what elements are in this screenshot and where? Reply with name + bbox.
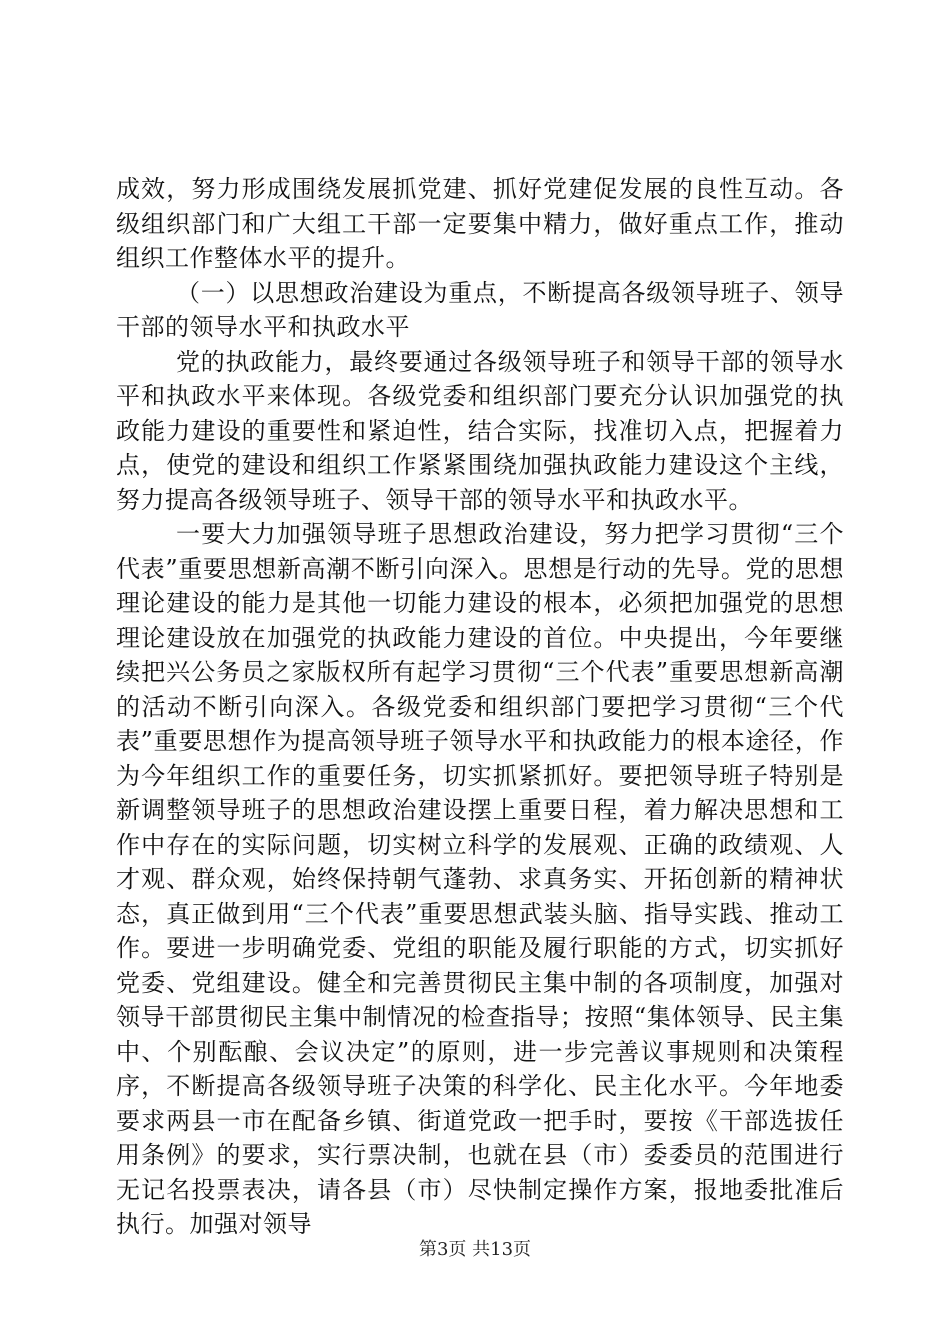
document-body [116,172,844,1242]
paragraph-continuation: 成效，努力形成围绕发展抓党建、抓好党建促发展的良性互动。各级组织部门和广大组工干部一定要集中精力，做好重点工作，推动组织工作整体水平的提升。 [116,175,844,272]
page-number-footer: 第3页 共13页 [418,1239,532,1260]
section-heading: （一）以思想政治建设为重点，不断提高各级领导班子、领导干部的领导水平和执政水平 [116,278,844,341]
paragraph-governance: 党的执政能力，最终要通过各级领导班子和领导干部的领导水平和执政水平来体现。各级党委和组织部门要充分认识加强党的执政能力建设的重要性和紧迫性，结合实际，找准切入点，把握着力点，使党的建设和组织工作紧紧围绕加强执政能力建设这个主线，努力提高各级领导班子、领导干部的领导水平和执政水平。 [116,347,844,514]
paragraph-ideology: 一要大力加强领导班子思想政治建设，努力把学习贯彻“三个代表”重要思想新高潮不断引向深入。思想是行动的先导。党的思想理论建设的能力是其他一切能力建设的根本，必须把加强党的思想理论建设放在加强党的执政能力建设的首位。中央提出，今年要继续把兴公务员之家版权所有起学习贯彻“三个代表”重要思想新高潮的活动不断引向深入。各级党委和组织部门要把学习贯彻“三个代表”重要思想作为提高领导班子领导水平和执政能力的根本途径，作为今年组织工作的重要任务，切实抓紧抓好。要把领导班子特别是新调整领导班子的思想政治建设摆上重要日程，着力解决思想和工作中存在的实际问题，切实树立科学的发展观、正确的政绩观、人才观、群众观，始终保持朝气蓬勃、求真务实、开拓创新的精神状态，真正做到用“三个代表”重要思想武装头脑、指导实践、推动工作。要进一步明确党委、党组的职能及履行职能的方式，切实抓好党委、党组建设。健全和完善贯彻民主集中制的各项制度，加强对领导干部贯彻民主集中制情况的检查指导；按照“集体领导、民主集中、个别酝酿、会议决定”的原则，进一步完善议事规则和决策程序，不断提高各级领导班子决策的科学化、民主化水平。今年地委要求两县一市在配备乡镇、街道党政一把手时，要按《干部选拔任用条例》的要求，实行票决制，也就在县（市）委委员的范围进行无记名投票表决，请各县（市）尽快制定操作方案，报地委批准后执行。加强对领导 [116,520,844,1238]
